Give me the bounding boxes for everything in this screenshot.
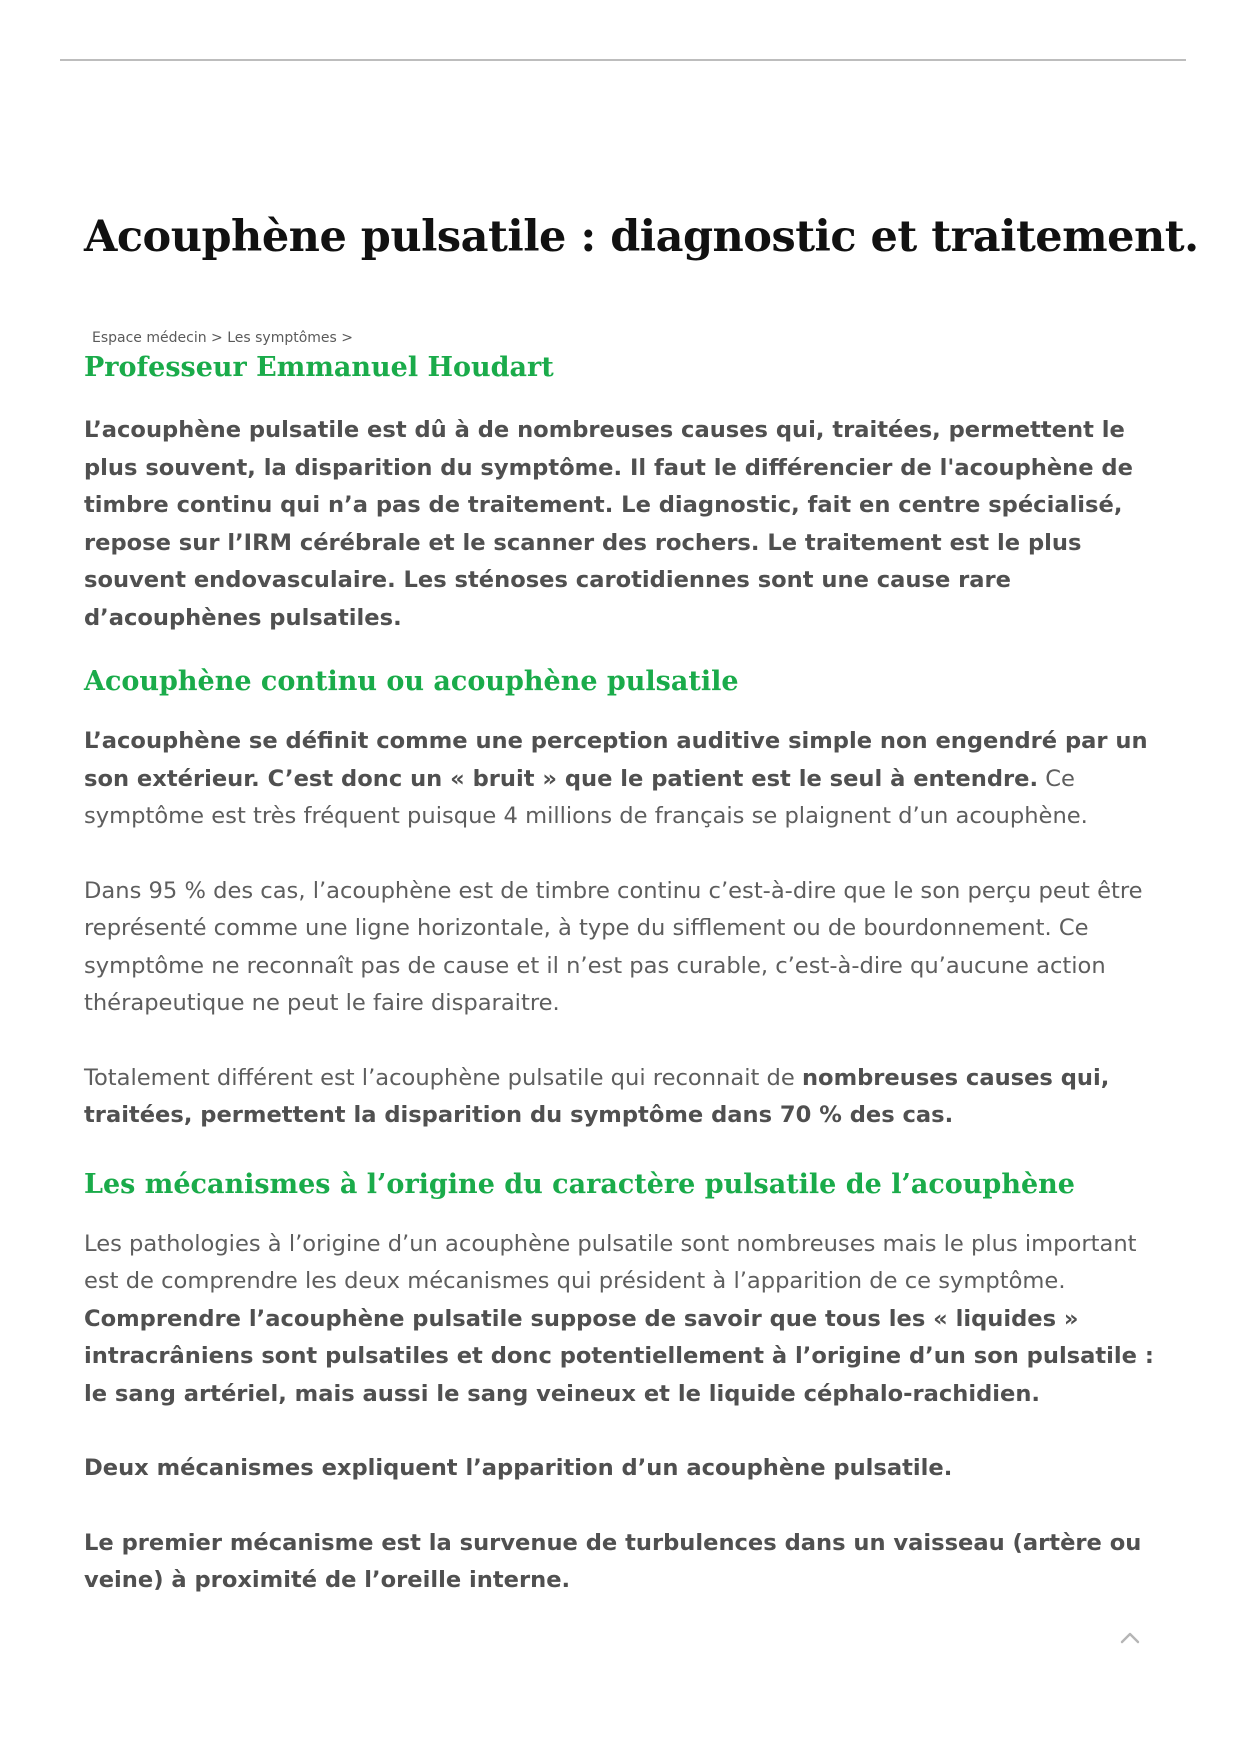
bold-text: Le premier mécanisme est la survenue de turbulences dans un vaisseau (artère ou veine) à proximité de l’oreille interne. xyxy=(84,1529,1142,1593)
lead-text: L’acouphène pulsatile est dû à de nombreuses causes qui, traitées, permettent le plus souvent, la disparition du symptôme. Il faut le différencier de l'acouphène de timbre continu qui n’a pas de traitement. Le diagnostic, fait en centre spécialisé, repose sur l’IRM cérébrale et le scanner des rochers. Le traitement est le plus souvent endovasculaire. Les sténoses carotidiennes sont une cause rare d’acouphènes pulsatiles. xyxy=(84,417,1133,631)
bold-text: L’acouphène se définit comme une perception auditive simple non engendré par un son extérieur. C’est donc un « bruit » que le patient est le seul à entendre. xyxy=(84,728,1148,792)
author-name: Professeur Emmanuel Houdart xyxy=(84,352,554,383)
breadcrumb-link-symptomes[interactable]: Les symptômes xyxy=(227,330,337,346)
breadcrumb-separator: > xyxy=(336,330,354,346)
section-heading-mecanismes: Les mécanismes à l’origine du caractère pulsatile de l’acouphène xyxy=(84,1168,1075,1200)
section-heading-continu-pulsatile: Acouphène continu ou acouphène pulsatile xyxy=(84,666,739,697)
article-body xyxy=(84,412,1174,1637)
text: Ce symptôme est très fréquent puisque 4 millions de français se plaignent d’un acouphène. xyxy=(84,765,1088,829)
page-title: Acouphène pulsatile : diagnostic et traitement. xyxy=(84,212,1199,262)
bold-text: Comprendre l’acouphène pulsatile suppose de savoir que tous les « liquides » intracrâniens sont pulsatiles et donc potentiellement à l’origine d’un son pulsatile : le sang artériel, mais aussi le sang veineux et le liquide céphalo-rachidien. xyxy=(84,1305,1154,1407)
lead-paragraph xyxy=(84,412,1174,637)
bold-text: nombreuses causes qui, traitées, permettent la disparition du symptôme dans 70 % des cas. xyxy=(84,1064,1110,1128)
paragraph xyxy=(84,1525,1174,1600)
breadcrumb-separator: > xyxy=(206,330,228,346)
bold-text: Deux mécanismes expliquent l’apparition d’un acouphène pulsatile. xyxy=(84,1455,953,1481)
paragraph xyxy=(84,1450,1174,1488)
paragraph xyxy=(84,1226,1174,1414)
chevron-up-icon xyxy=(1116,1623,1144,1651)
paragraph xyxy=(84,723,1174,836)
paragraph xyxy=(84,1060,1174,1135)
text: Totalement différent est l’acouphène pulsatile qui reconnait de xyxy=(84,1064,802,1091)
paragraph: Dans 95 % des cas, l’acouphène est de timbre continu c’est-à-dire que le son perçu peut être représenté comme une ligne horizontale, à type du sifflement ou de bourdonnement. Ce symptôme ne reconnaît pas de cause et il n’est pas curable, c’est-à-dire qu’aucune action thérapeutique ne peut le faire disparaitre. xyxy=(84,877,1143,1016)
top-divider xyxy=(60,59,1186,61)
breadcrumb xyxy=(92,330,353,346)
scroll-to-top-button[interactable] xyxy=(1116,1623,1144,1651)
text: Les pathologies à l’origine d’un acouphène pulsatile sont nombreuses mais le plus important est de comprendre les deux mécanismes qui président à l’apparition de ce symptôme. xyxy=(84,1230,1137,1294)
breadcrumb-link-espace-medecin[interactable]: Espace médecin xyxy=(92,330,207,346)
